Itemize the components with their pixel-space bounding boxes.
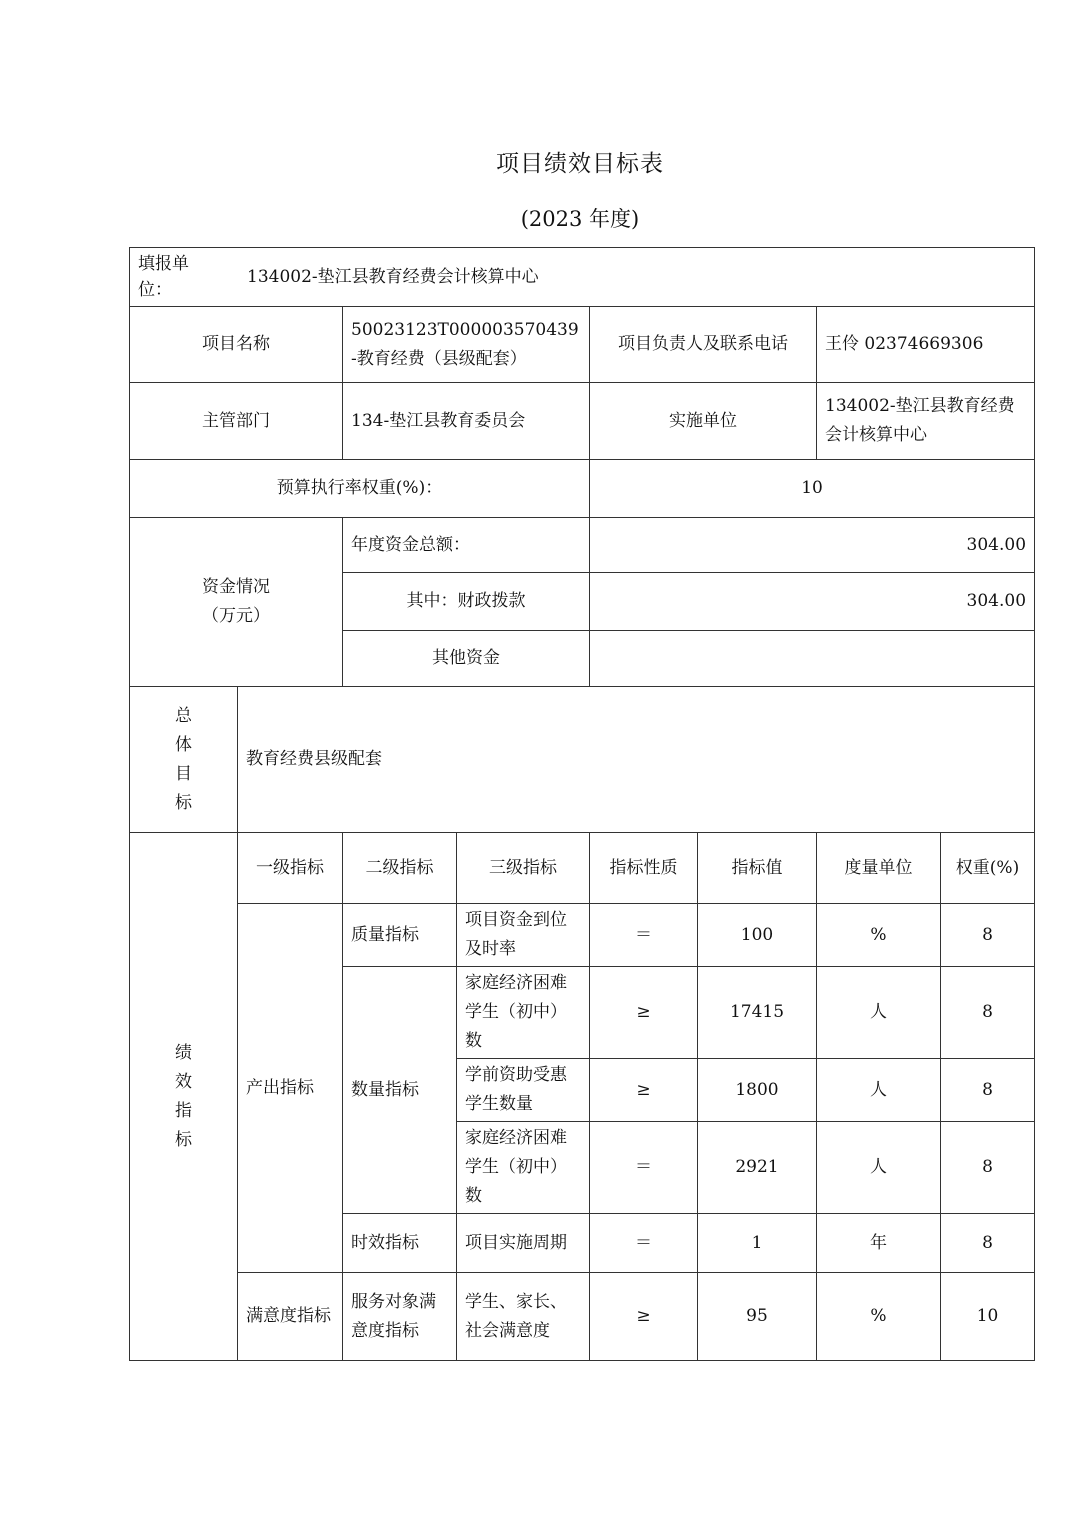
other-funds-value xyxy=(590,631,1035,687)
implementing-unit-value: 134002-垫江县教育经费会计核算中心 xyxy=(817,383,1035,460)
page-subtitle-year: (2023 年度) xyxy=(520,207,640,231)
header-nature: 指标性质 xyxy=(590,833,698,904)
table-row xyxy=(130,904,1035,967)
indicator-value: 1 xyxy=(698,1214,817,1273)
indicator-weight: 10 xyxy=(941,1273,1035,1361)
level3-indicator: 家庭经济困难学生（初中）数 xyxy=(457,967,590,1059)
indicator-unit: % xyxy=(817,1273,941,1361)
satisfaction-indicator-label: 满意度指标 xyxy=(238,1273,343,1361)
header-weight: 权重(%) xyxy=(941,833,1035,904)
contact-value: 王伶 02374669306 xyxy=(817,307,1035,383)
indicator-weight: 8 xyxy=(941,1214,1035,1273)
header-level2: 二级指标 xyxy=(343,833,457,904)
indicator-value: 2921 xyxy=(698,1122,817,1214)
indicator-nature: ＝ xyxy=(590,904,698,967)
indicator-unit: 人 xyxy=(817,967,941,1059)
annual-total-value: 304.00 xyxy=(590,518,1035,573)
indicator-value: 17415 xyxy=(698,967,817,1059)
quantity-indicator-label: 数量指标 xyxy=(343,967,457,1214)
overall-goal-label: 总体目标 xyxy=(130,687,238,833)
indicator-weight: 8 xyxy=(941,904,1035,967)
level3-indicator: 学生、家长、社会满意度 xyxy=(457,1273,590,1361)
indicator-unit: 年 xyxy=(817,1214,941,1273)
indicator-nature: ≥ xyxy=(590,1059,698,1122)
header-value: 指标值 xyxy=(698,833,817,904)
header-unit: 度量单位 xyxy=(817,833,941,904)
header-level1: 一级指标 xyxy=(238,833,343,904)
implementing-unit-label: 实施单位 xyxy=(590,383,817,460)
project-name-value: 50023123T000003570439-教育经费（县级配套） xyxy=(343,307,590,383)
service-satisfaction-label: 服务对象满意度指标 xyxy=(343,1273,457,1361)
budget-rate-value: 10 xyxy=(590,460,1035,518)
indicator-weight: 8 xyxy=(941,1122,1035,1214)
indicator-value: 95 xyxy=(698,1273,817,1361)
time-indicator-label: 时效指标 xyxy=(343,1214,457,1273)
header-level3: 三级指标 xyxy=(457,833,590,904)
reporting-unit-label: 填报单位： xyxy=(138,254,189,300)
indicator-weight: 8 xyxy=(941,967,1035,1059)
performance-indicator-label: 绩效指标 xyxy=(130,833,238,1361)
supervising-dept-label: 主管部门 xyxy=(130,383,343,460)
funds-label: 资金情况（万元） xyxy=(130,518,343,687)
indicator-value: 1800 xyxy=(698,1059,817,1122)
indicator-weight: 8 xyxy=(941,1059,1035,1122)
fiscal-allocation-value: 304.00 xyxy=(590,573,1035,631)
indicator-nature: ≥ xyxy=(590,967,698,1059)
page-title: 项目绩效目标表 xyxy=(496,151,664,177)
overall-goal-value: 教育经费县级配套 xyxy=(238,687,1035,833)
indicator-value: 100 xyxy=(698,904,817,967)
table-row xyxy=(130,1273,1035,1361)
other-funds-label: 其他资金 xyxy=(343,631,590,687)
level3-indicator: 学前资助受惠学生数量 xyxy=(457,1059,590,1122)
output-indicator-label: 产出指标 xyxy=(238,904,343,1273)
indicator-nature: ＝ xyxy=(590,1214,698,1273)
indicator-unit: 人 xyxy=(817,1122,941,1214)
indicator-unit: 人 xyxy=(817,1059,941,1122)
quality-indicator-label: 质量指标 xyxy=(343,904,457,967)
indicator-nature: ＝ xyxy=(590,1122,698,1214)
indicator-unit: % xyxy=(817,904,941,967)
reporting-unit-row xyxy=(130,248,1035,307)
annual-total-label: 年度资金总额： xyxy=(343,518,590,573)
project-name-label: 项目名称 xyxy=(130,307,343,383)
fiscal-allocation-label: 其中：财政拨款 xyxy=(343,573,590,631)
level3-indicator: 项目资金到位及时率 xyxy=(457,904,590,967)
level3-indicator: 项目实施周期 xyxy=(457,1214,590,1273)
indicator-nature: ≥ xyxy=(590,1273,698,1361)
reporting-unit-value: 134002-垫江县教育经费会计核算中心 xyxy=(247,266,539,287)
supervising-dept-value: 134-垫江县教育委员会 xyxy=(343,383,590,460)
performance-target-table xyxy=(129,247,1035,1361)
budget-rate-label: 预算执行率权重(%)： xyxy=(130,460,590,518)
contact-label: 项目负责人及联系电话 xyxy=(590,307,817,383)
level3-indicator: 家庭经济困难学生（初中）数 xyxy=(457,1122,590,1214)
